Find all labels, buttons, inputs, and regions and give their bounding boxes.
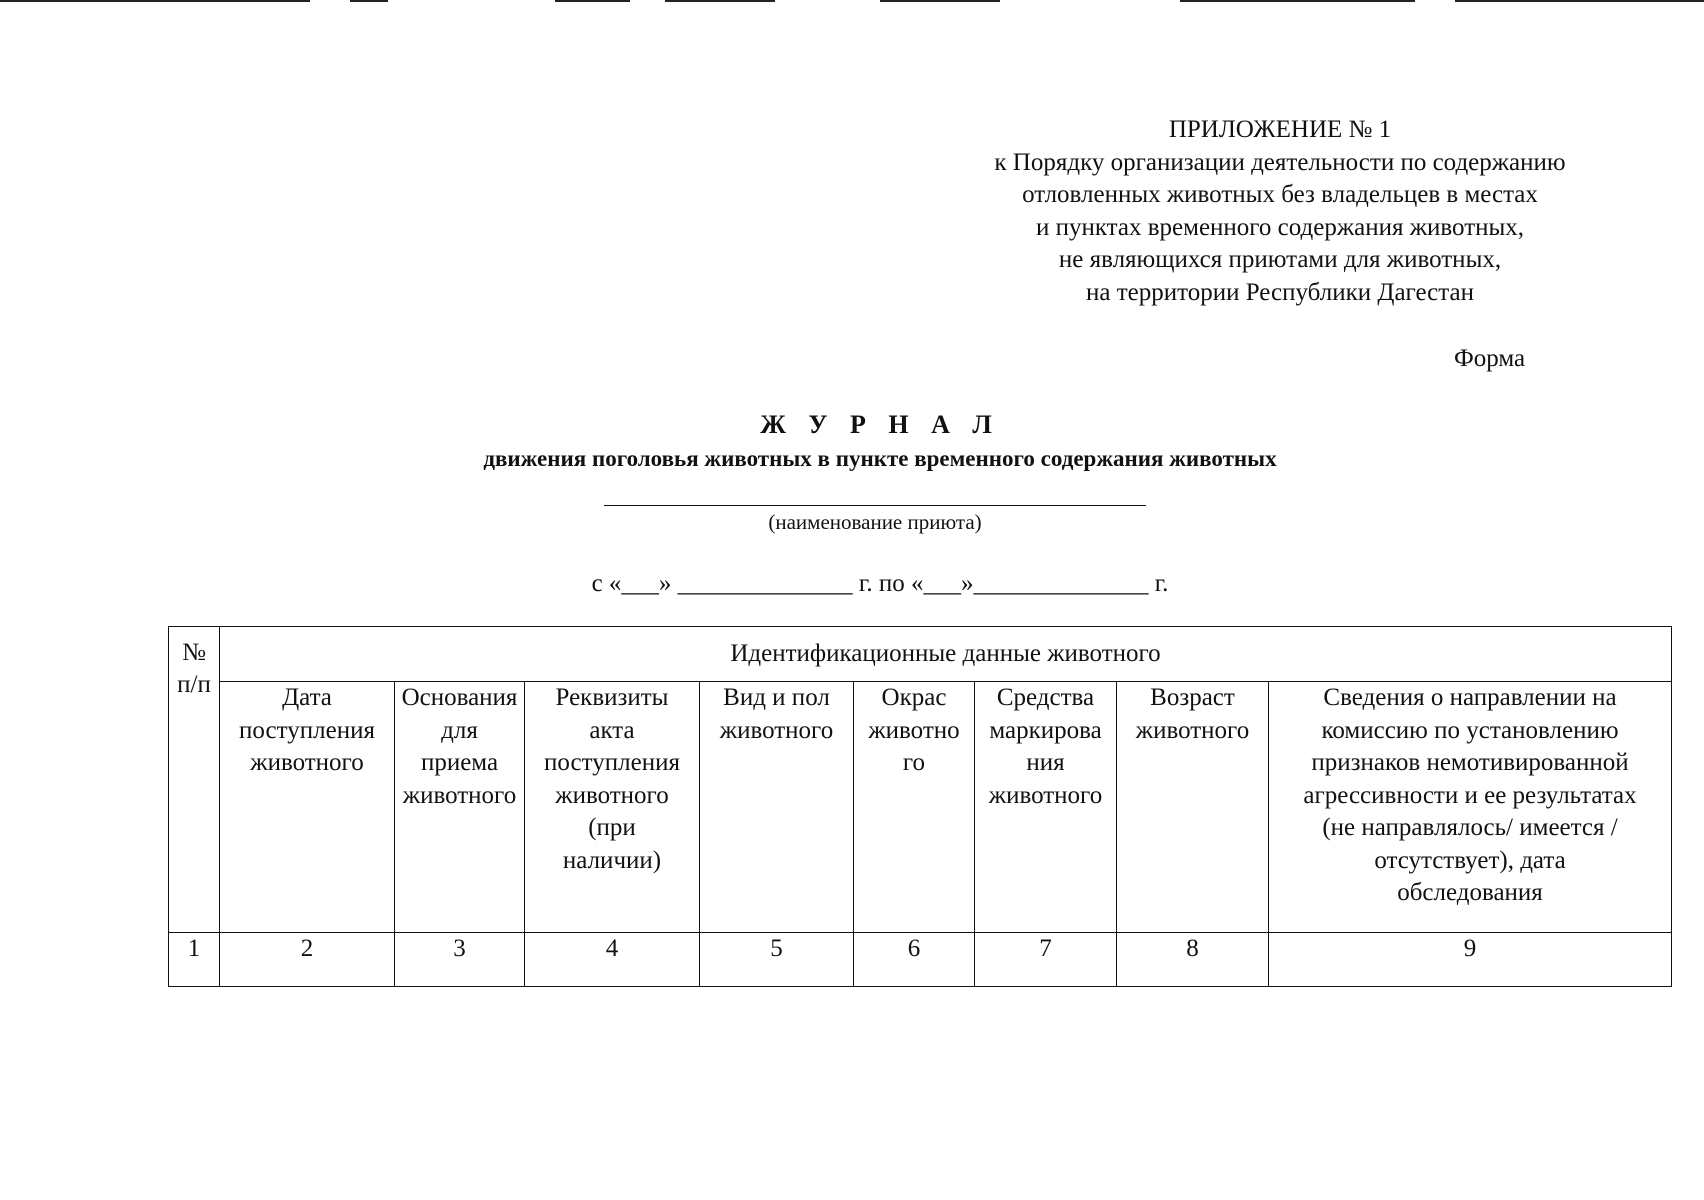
header-cell-admission-grounds (395, 682, 525, 933)
scan-artifact-line (1180, 0, 1415, 2)
scan-artifact-line (665, 0, 775, 2)
column-number-cell: 5 (700, 933, 854, 987)
form-label: Форма (1454, 345, 1526, 372)
period-line: с «___» ______________ г. по «___»______________ г. (591, 570, 1169, 597)
header-text-line: п/п (177, 671, 211, 698)
header-text-line: обследования (1397, 879, 1543, 906)
header-text-line: Дата (282, 684, 332, 711)
header-cell-color (854, 682, 975, 933)
column-number-cell: 9 (1269, 933, 1672, 987)
header-text-line: (не направлялось/ имеется / (1322, 814, 1618, 841)
header-text-line: животного (555, 781, 669, 809)
header-text-line: № (182, 639, 206, 666)
header-cell-age (1117, 682, 1269, 933)
header-cell-arrival-date (220, 682, 395, 933)
shelter-name-line (604, 505, 1146, 506)
header-text-line: признаков немотивированной (1311, 749, 1629, 776)
scan-artifact-line (1455, 0, 1704, 2)
header-text-line: животного (250, 749, 364, 776)
column-number-row (169, 933, 1672, 987)
header-cell-identification-group: Идентификационные данные животного (220, 627, 1672, 682)
header-text-line: Вид и пол (723, 684, 830, 711)
header-text-line: Реквизиты (555, 684, 669, 711)
header-text-line: Средства (996, 684, 1095, 711)
header-text-line: поступления (544, 749, 680, 776)
journal-subtitle: движения поголовья животных в пункте временного содержания животных (483, 446, 1277, 471)
header-text-line: животного (402, 781, 517, 809)
scan-artifact-line (555, 0, 630, 2)
header-text-line: акта (589, 716, 635, 744)
header-text-line: животного (719, 716, 834, 744)
header-cell-number (169, 627, 220, 933)
header-text-line: поступления (239, 716, 375, 744)
header-text-line: приема (420, 749, 499, 776)
column-number-cell: 3 (395, 933, 525, 987)
journal-table (168, 626, 1672, 987)
header-text-line: го (902, 749, 926, 776)
appendix-line: и пунктах временного содержания животных, (1035, 213, 1525, 241)
header-text-line: ния (1026, 749, 1065, 776)
column-number-cell: 7 (975, 933, 1117, 987)
header-text-line: агрессивности и ее результатах (1303, 781, 1637, 809)
column-number-cell: 2 (220, 933, 395, 987)
table-header-row (169, 627, 1672, 682)
header-text-line: маркирова (989, 716, 1102, 744)
appendix-title: ПРИЛОЖЕНИЕ № 1 (1168, 116, 1392, 143)
header-cell-admission-act-details (525, 682, 700, 933)
column-number-cell: 6 (854, 933, 975, 987)
scan-artifact-line (880, 0, 1000, 2)
appendix-line: на территории Республики Дагестан (1086, 278, 1474, 306)
column-number-cell: 4 (525, 933, 700, 987)
appendix-block (880, 114, 1680, 309)
shelter-name-caption: (наименование приюта) (768, 510, 982, 534)
header-text-line: Окрас (881, 684, 947, 711)
header-text-line: животного (1135, 716, 1250, 744)
header-cell-marking (975, 682, 1117, 933)
appendix-line: к Порядку организации деятельности по содержанию (994, 148, 1566, 176)
scan-artifact-line (0, 0, 310, 2)
header-text-line: комиссию по установлению (1321, 716, 1619, 744)
column-number-cell: 1 (169, 933, 220, 987)
table-subheader-row (169, 682, 1672, 933)
header-text-line: для (441, 716, 478, 744)
scan-artifact-line (350, 0, 388, 2)
column-number-cell: 8 (1117, 933, 1269, 987)
header-cell-aggression-commission (1269, 682, 1672, 933)
journal-title: Ж У Р Н А Л (760, 410, 1000, 439)
header-text-line: отсутствует), дата (1374, 846, 1566, 874)
appendix-line: отловленных животных без владельцев в местах (1022, 181, 1538, 208)
header-text-line: наличии) (562, 846, 662, 874)
header-text-line: Основания (401, 684, 518, 711)
header-text-line: Сведения о направлении на (1323, 684, 1617, 711)
header-text-line: Возраст (1150, 684, 1235, 711)
header-cell-species-sex (700, 682, 854, 933)
header-text-line: животно (868, 716, 960, 744)
header-text-line: (при (588, 814, 636, 841)
header-text-line: животного (988, 781, 1103, 809)
appendix-line: не являющихся приютами для животных, (1058, 246, 1502, 273)
